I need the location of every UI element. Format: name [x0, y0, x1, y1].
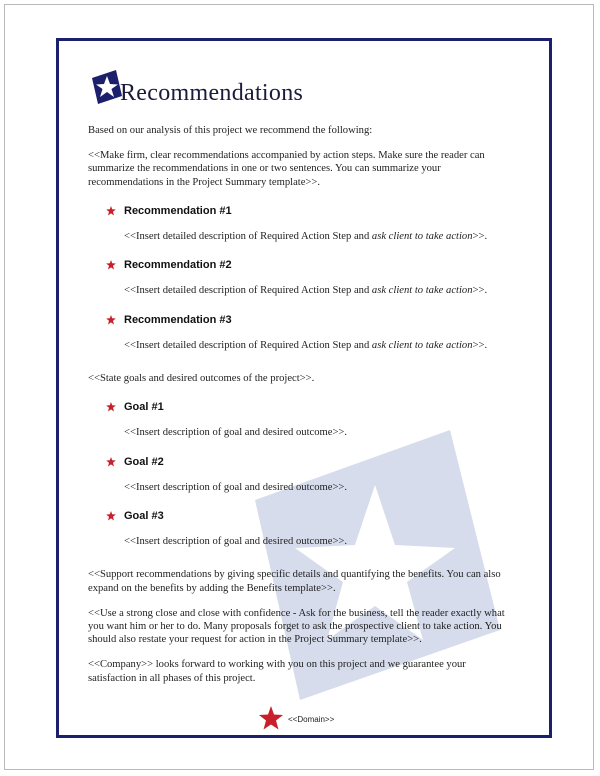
- goal-desc: <<Insert description of goal and desired outcome>>.: [124, 536, 348, 548]
- recommendation-title: Recommendation #3: [124, 313, 232, 326]
- recommendation-item: [88, 205, 508, 243]
- footer-domain: <<Domain>>: [288, 715, 335, 724]
- company-text: <<Company>> looks forward to working with you on this project and we guarantee your satisfaction in all phases of this project.: [88, 659, 466, 684]
- instruction-text: <<Make firm, clear recommendations accompanied by action steps. Make sure the reader can summarize the recommendations in one or two sentences. You can summarize your recommendations in the Project Summary template>>.: [88, 150, 485, 188]
- footer-star-icon: [258, 705, 284, 731]
- goal-title: Goal #2: [124, 455, 164, 468]
- logo-star-icon: [92, 70, 122, 104]
- goal-item: [88, 401, 508, 439]
- bullet-star-icon: [106, 511, 116, 521]
- goals-intro-text: <<State goals and desired outcomes of the project>>.: [88, 373, 315, 385]
- support-text: <<Support recommendations by giving specific details and quantifying the benefits. You can also expand on the benefits by adding the Benefits template>>.: [88, 569, 501, 594]
- goal-title: Goal #3: [124, 510, 164, 523]
- goal-title: Goal #1: [124, 401, 164, 414]
- recommendation-desc: <<Insert detailed description of Required Action Step and ask client to take action>>.: [124, 285, 488, 297]
- close-text: <<Use a strong close and close with confidence - Ask for the business, tell the reader exactly what you want him or her to do. Many proposals forget to ask the prospective client to take action. You should also restate your request for action in the Project Summary template>>.: [88, 607, 505, 646]
- bullet-star-icon: [106, 315, 116, 325]
- intro-text: Based on our analysis of this project we recommend the following:: [88, 125, 373, 136]
- bullet-star-icon: [106, 260, 116, 270]
- recommendation-desc: <<Insert detailed description of Required Action Step and ask client to take action>>.: [124, 231, 488, 243]
- recommendation-item: [88, 314, 508, 352]
- bullet-star-icon: [106, 457, 116, 467]
- content: [88, 124, 508, 685]
- bullet-star-icon: [106, 206, 116, 216]
- goal-desc: <<Insert description of goal and desired outcome>>.: [124, 427, 348, 439]
- recommendation-title: Recommendation #2: [124, 259, 232, 272]
- goal-item: [88, 456, 508, 494]
- page-title: Recommendations: [120, 80, 304, 106]
- recommendation-item: [88, 259, 508, 297]
- recommendation-desc: <<Insert detailed description of Required Action Step and ask client to take action>>.: [124, 339, 488, 351]
- footer: [258, 705, 378, 731]
- goal-item: [88, 510, 508, 548]
- recommendation-title: Recommendation #1: [124, 204, 232, 217]
- goal-desc: <<Insert description of goal and desired outcome>>.: [124, 481, 348, 493]
- bullet-star-icon: [106, 402, 116, 412]
